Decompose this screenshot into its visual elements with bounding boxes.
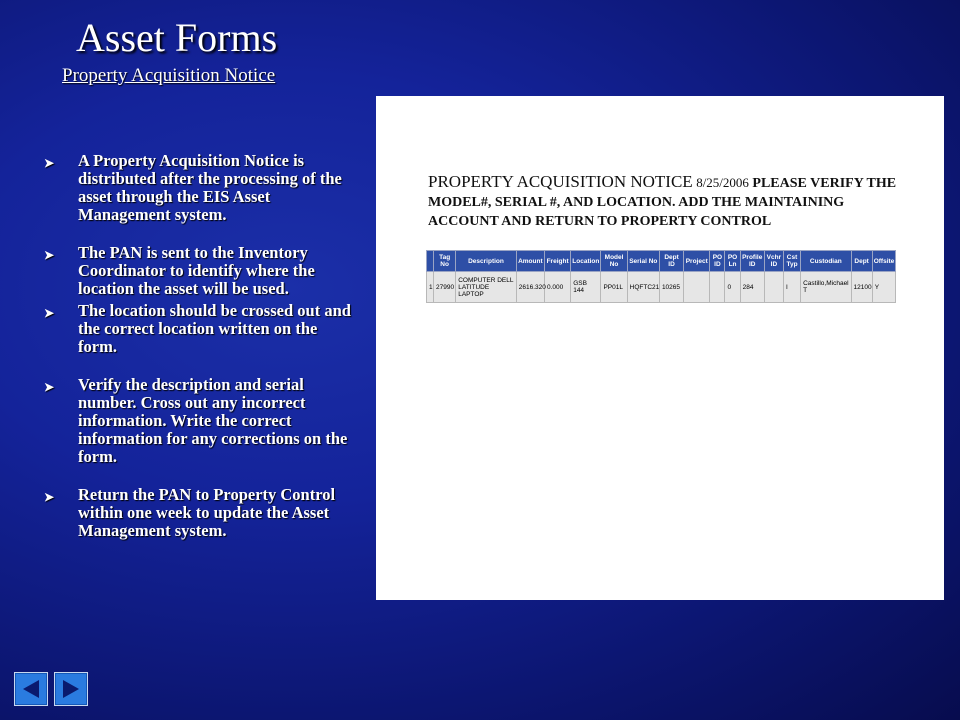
column-header: Amount [516, 251, 544, 272]
table-cell [684, 272, 710, 303]
table-cell [710, 272, 725, 303]
column-header: Project [684, 251, 710, 272]
document-heading-title: PROPERTY ACQUISITION NOTICE [428, 172, 693, 191]
bullet-text: Verify the description and serial number. Cross out any incorrect information. Write the correct information for any corrections on the form. [78, 375, 348, 466]
column-header: Location [571, 251, 601, 272]
document-heading [428, 172, 908, 231]
column-header: PO ID [710, 251, 725, 272]
table-header-row [427, 251, 896, 272]
bullet-item [44, 376, 354, 466]
arrow-bullet-icon: ➤ [44, 248, 55, 262]
table-cell: Castillo,Michael T [801, 272, 851, 303]
table-cell: PP01L [601, 272, 627, 303]
table-cell: 2616.320 [516, 272, 544, 303]
column-header: Dept [851, 251, 872, 272]
table-row [427, 272, 896, 303]
column-header: Custodian [801, 251, 851, 272]
column-header: Profile ID [740, 251, 764, 272]
column-header: Cst Typ [783, 251, 800, 272]
table-cell: I [783, 272, 800, 303]
table-cell: 12100 [851, 272, 872, 303]
bullet-list [44, 152, 354, 540]
arrow-bullet-icon: ➤ [44, 306, 55, 320]
arrow-bullet-icon: ➤ [44, 380, 55, 394]
bullet-text: The location should be crossed out and the correct location written on the form. [78, 301, 351, 356]
column-header: Tag No [434, 251, 456, 272]
document-heading-date: 8/25/2006 [696, 175, 749, 190]
column-header: Freight [544, 251, 570, 272]
bullet-item [44, 152, 354, 224]
bullet-item [44, 244, 354, 298]
table-cell: COMPUTER DELL LATITUDE LAPTOP [456, 272, 517, 303]
table-cell: 1 [427, 272, 434, 303]
column-header: PO Ln [725, 251, 740, 272]
bullet-text: A Property Acquisition Notice is distributed after the processing of the asset through the EIS Asset Management system. [78, 151, 342, 224]
table-cell: 0 [725, 272, 740, 303]
column-header: Model No [601, 251, 627, 272]
arrow-bullet-icon: ➤ [44, 156, 55, 170]
column-header: Serial No [627, 251, 659, 272]
bullet-text: Return the PAN to Property Control within one week to update the Asset Management system. [78, 485, 336, 540]
bullet-text: The PAN is sent to the Inventory Coordinator to identify where the location the asset will be used. [78, 243, 315, 298]
column-header: Vchr ID [764, 251, 783, 272]
next-slide-button[interactable] [54, 672, 88, 706]
arrow-bullet-icon: ➤ [44, 490, 55, 504]
triangle-left-icon [20, 678, 42, 700]
table-cell [764, 272, 783, 303]
column-header: Dept ID [659, 251, 683, 272]
bullet-item [44, 486, 354, 540]
slide-subtitle: Property Acquisition Notice [62, 65, 276, 86]
column-header: Description [456, 251, 517, 272]
triangle-right-icon [60, 678, 82, 700]
table-cell: 10265 [659, 272, 683, 303]
table-cell: 0.000 [544, 272, 570, 303]
column-header [427, 251, 434, 272]
document-heading-instructions: PLEASE VERIFY THE MODEL#, SERIAL #, AND LOCATION. ADD THE MAINTAINING ACCOUNT AND RETURN TO PROPERTY CONTROL [428, 176, 897, 229]
document-screenshot [376, 96, 944, 600]
table-cell: 284 [740, 272, 764, 303]
table-cell: 27990 [434, 272, 456, 303]
table-cell: GSB 144 [571, 272, 601, 303]
column-header: Offsite [872, 251, 895, 272]
slide-navigation [14, 672, 90, 706]
bullet-item [44, 302, 354, 356]
table-cell: Y [872, 272, 895, 303]
table-cell: HQFTC21 [627, 272, 659, 303]
previous-slide-button[interactable] [14, 672, 48, 706]
acquisition-table [426, 250, 896, 303]
slide-title: Asset Forms [76, 15, 278, 60]
